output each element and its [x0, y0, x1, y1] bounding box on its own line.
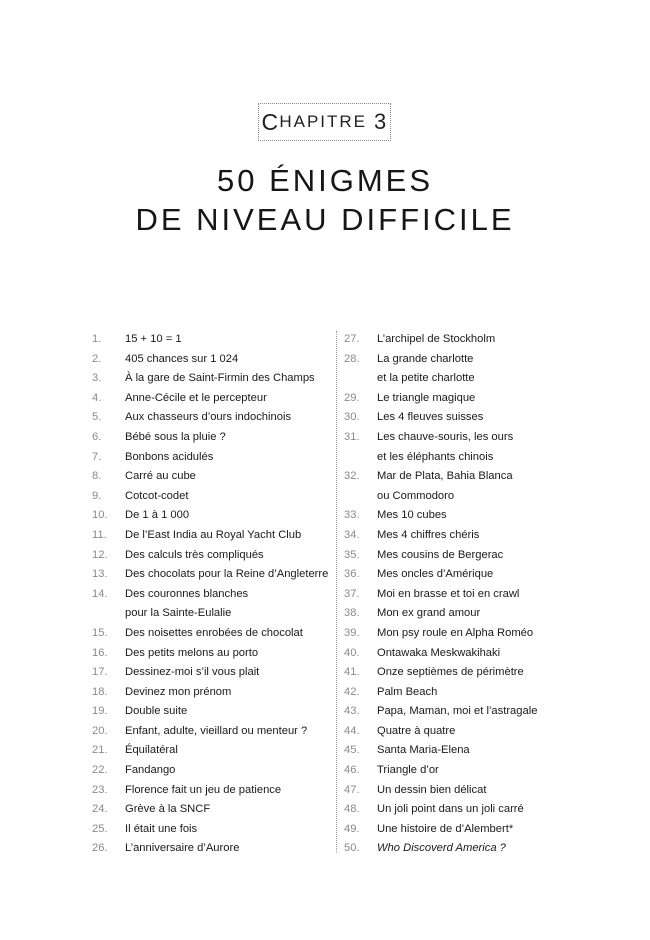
puzzle-title: L’anniversaire d’Aurore: [125, 842, 240, 855]
puzzle-title: Mes oncles d’Amérique: [377, 568, 494, 581]
puzzle-list-left-column: [92, 330, 334, 859]
puzzle-number: 42.: [344, 685, 360, 698]
puzzle-list-item: [344, 820, 584, 840]
puzzle-number: 28.: [344, 352, 360, 365]
puzzle-list-item: [92, 761, 334, 781]
puzzle-title: De l’East India au Royal Yacht Club: [125, 528, 302, 541]
puzzle-title: 405 chances sur 1 024: [125, 352, 239, 365]
puzzle-number: 4.: [92, 391, 102, 404]
puzzle-list-item: [92, 546, 334, 566]
puzzle-number: 12.: [92, 548, 108, 561]
puzzle-number: 46.: [344, 764, 360, 777]
puzzle-list-item: [344, 565, 584, 585]
puzzle-number: 19.: [92, 705, 108, 718]
puzzle-title: Dessinez-moi s’il vous plait: [125, 666, 260, 679]
puzzle-list-item: [344, 330, 584, 350]
puzzle-title: Who Discoverd America ?: [377, 842, 506, 855]
puzzle-title: Mon ex grand amour: [377, 607, 481, 620]
puzzle-list-item: [92, 330, 334, 350]
puzzle-number: 35.: [344, 548, 360, 561]
puzzle-title: Équilatéral: [125, 744, 178, 757]
puzzle-title: Triangle d’or: [377, 764, 439, 777]
puzzle-list-item: [92, 644, 334, 664]
puzzle-list-item: [92, 506, 334, 526]
puzzle-number: 44.: [344, 724, 360, 737]
puzzle-number: 34.: [344, 528, 360, 541]
puzzle-list-item: [344, 800, 584, 820]
puzzle-list-item: [92, 467, 334, 487]
puzzle-title: Double suite: [125, 705, 188, 718]
puzzle-list-item: [92, 663, 334, 683]
puzzle-title: Les 4 fleuves suisses: [377, 411, 484, 424]
puzzle-list-item: [92, 820, 334, 840]
puzzle-title: De 1 à 1 000: [125, 509, 190, 522]
puzzle-number: 24.: [92, 803, 108, 816]
chapter-title-line-1: 50 ÉNIGMES: [216, 163, 434, 198]
chapter-title-line-2: DE NIVEAU DIFFICILE: [135, 202, 515, 237]
puzzle-title: Ontawaka Meskwakihaki: [377, 646, 501, 659]
puzzle-title: Un dessin bien délicat: [377, 783, 487, 796]
puzzle-title: Des chocolats pour la Reine d’Angleterre: [125, 568, 329, 581]
puzzle-title: Mes 10 cubes: [377, 509, 447, 522]
chapter-heading: [258, 103, 391, 141]
puzzle-list-item: [344, 683, 584, 703]
puzzle-title: Fandango: [125, 764, 176, 777]
puzzle-number: 1.: [92, 333, 102, 345]
puzzle-list-item: [92, 448, 334, 468]
puzzle-title: Un joli point dans un joli carré: [377, 803, 524, 816]
puzzle-title: Une histoire de d’Alembert*: [377, 822, 514, 835]
puzzle-list-item: [92, 565, 334, 585]
puzzle-title: Quatre à quatre: [377, 724, 456, 737]
puzzle-list-item: [344, 839, 584, 859]
puzzle-list-item: [92, 839, 334, 859]
puzzle-list-item: [344, 741, 584, 761]
puzzle-title: Mes 4 chiffres chéris: [377, 528, 480, 541]
puzzle-number: 2.: [92, 352, 102, 365]
chapter-number: 3: [374, 109, 388, 134]
puzzle-title: 15 + 10 = 1: [125, 333, 182, 345]
puzzle-title: Santa Maria-Elena: [377, 744, 470, 757]
puzzle-title: Onze septièmes de périmètre: [377, 666, 524, 679]
puzzle-list-item: [92, 781, 334, 801]
puzzle-list-item: [92, 369, 334, 389]
puzzle-list-item: [344, 408, 584, 428]
puzzle-list-item: [92, 350, 334, 370]
puzzle-title: La grande charlotte et la petite charlotte: [377, 352, 475, 385]
puzzle-number: 50.: [344, 842, 360, 855]
puzzle-title: Moi en brasse et toi en crawl: [377, 587, 520, 600]
puzzle-list-item: [92, 800, 334, 820]
puzzle-list-item: [344, 604, 584, 624]
puzzle-title: Des calculs très compliqués: [125, 548, 264, 561]
puzzle-list-item: [344, 546, 584, 566]
puzzle-number: 9.: [92, 489, 102, 502]
puzzle-number: 33.: [344, 509, 360, 522]
puzzle-title: Mon psy roule en Alpha Roméo: [377, 626, 534, 639]
puzzle-list-item: [344, 467, 584, 506]
puzzle-number: 22.: [92, 764, 108, 777]
puzzle-list-item: [344, 526, 584, 546]
puzzle-number: 38.: [344, 607, 360, 620]
puzzle-number: 8.: [92, 470, 102, 483]
puzzle-number: 39.: [344, 626, 360, 639]
puzzle-title: Palm Beach: [377, 685, 438, 698]
puzzle-list-item: [92, 683, 334, 703]
puzzle-list-item: [92, 487, 334, 507]
puzzle-title: Enfant, adulte, vieillard ou menteur ?: [125, 724, 308, 737]
puzzle-title: Carré au cube: [125, 470, 196, 483]
puzzle-number: 48.: [344, 803, 360, 816]
puzzle-title: Des petits melons au porto: [125, 646, 259, 659]
puzzle-list-item: [92, 722, 334, 742]
puzzle-number: 16.: [92, 646, 108, 659]
puzzle-list-item: [344, 350, 584, 389]
puzzle-number: 45.: [344, 744, 360, 757]
puzzle-list-item: [344, 585, 584, 605]
puzzle-number: 11.: [92, 528, 107, 541]
puzzle-number: 20.: [92, 724, 108, 737]
puzzle-title: Mes cousins de Bergerac: [377, 548, 504, 561]
puzzle-title: Aux chasseurs d’ours indochinois: [125, 411, 292, 424]
puzzle-number: 15.: [92, 626, 108, 639]
puzzle-title: Bonbons acidulés: [125, 450, 214, 463]
puzzle-number: 25.: [92, 822, 108, 835]
puzzle-title: Des couronnes blanches pour la Sainte-Eulalie: [125, 587, 249, 620]
puzzle-title: Des noisettes enrobées de chocolat: [125, 626, 303, 639]
puzzle-list-item: [92, 408, 334, 428]
puzzle-list-item: [344, 428, 584, 467]
puzzle-title: Papa, Maman, moi et l’astragale: [377, 705, 538, 718]
puzzle-number: 27.: [344, 333, 360, 345]
puzzle-number: 17.: [92, 666, 108, 679]
puzzle-number: 23.: [92, 783, 108, 796]
column-divider: [336, 331, 337, 853]
puzzle-title: Grève à la SNCF: [125, 803, 211, 816]
puzzle-number: 29.: [344, 391, 360, 404]
puzzle-list-item: [344, 389, 584, 409]
puzzle-title: Bébé sous la pluie ?: [125, 430, 226, 443]
puzzle-list-item: [92, 428, 334, 448]
puzzle-list-right-column: [344, 330, 584, 859]
puzzle-list-item: [92, 389, 334, 409]
puzzle-list-item: [92, 624, 334, 644]
puzzle-title: Devinez mon prénom: [125, 685, 232, 698]
puzzle-number: 47.: [344, 783, 360, 796]
puzzle-number: 32.: [344, 470, 360, 483]
chapter-initial: C: [261, 108, 280, 135]
puzzle-number: 49.: [344, 822, 360, 835]
puzzle-number: 30.: [344, 411, 360, 424]
puzzle-number: 41.: [344, 666, 360, 679]
puzzle-title: Mar de Plata, Bahia Blanca ou Commodoro: [377, 470, 513, 502]
puzzle-title: L’archipel de Stockholm: [377, 333, 496, 345]
puzzle-title: Florence fait un jeu de patience: [125, 783, 282, 796]
puzzle-number: 21.: [92, 744, 108, 757]
puzzle-list-item: [92, 526, 334, 546]
puzzle-list-item: [344, 624, 584, 644]
puzzle-number: 10.: [92, 509, 108, 522]
puzzle-list-item: [92, 585, 334, 624]
puzzle-title: À la gare de Saint-Firmin des Champs: [125, 372, 315, 385]
puzzle-title: Anne-Cécile et le percepteur: [125, 391, 267, 404]
puzzle-list-item: [344, 663, 584, 683]
puzzle-number: 26.: [92, 842, 108, 855]
puzzle-number: 36.: [344, 568, 360, 581]
puzzle-list-item: [344, 644, 584, 664]
puzzle-number: 13.: [92, 568, 108, 581]
puzzle-number: 40.: [344, 646, 360, 659]
puzzle-number: 5.: [92, 411, 102, 424]
puzzle-number: 43.: [344, 705, 360, 718]
puzzle-title: Les chauve-souris, les ours et les éléphants chinois: [377, 430, 514, 463]
puzzle-list-item: [92, 741, 334, 761]
puzzle-title: Il était une fois: [125, 822, 198, 835]
chapter-word-rest: HAPITRE: [279, 112, 368, 131]
puzzle-list-item: [344, 702, 584, 722]
puzzle-list-item: [92, 702, 334, 722]
puzzle-list-item: [344, 722, 584, 742]
puzzle-list-item: [344, 506, 584, 526]
puzzle-number: 14.: [92, 587, 108, 600]
puzzle-number: 3.: [92, 372, 102, 385]
puzzle-number: 7.: [92, 450, 102, 463]
puzzle-list-item: [344, 761, 584, 781]
puzzle-number: 6.: [92, 430, 102, 443]
puzzle-title: Le triangle magique: [377, 391, 476, 404]
puzzle-list-item: [344, 781, 584, 801]
puzzle-number: 18.: [92, 685, 108, 698]
puzzle-number: 37.: [344, 587, 360, 600]
puzzle-title: Cotcot-codet: [125, 489, 189, 502]
puzzle-number: 31.: [344, 430, 360, 443]
